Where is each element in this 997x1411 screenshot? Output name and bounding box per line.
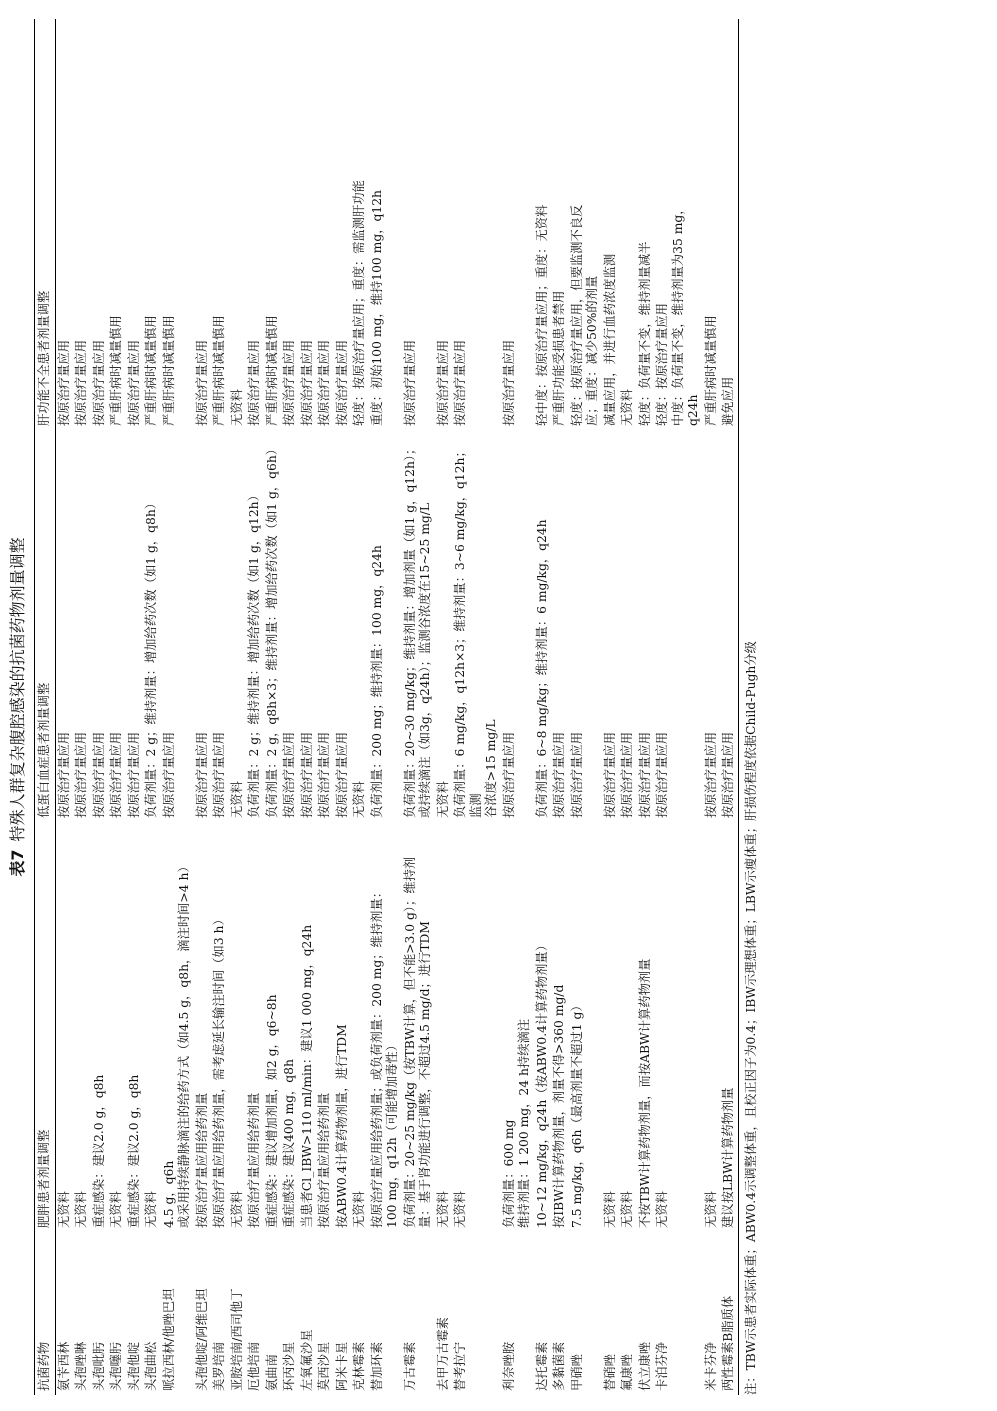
hepatic-dose-cell: 严重肝病时减量慎用	[109, 315, 123, 426]
hypoalbuminemia-dose-cell: 无资料	[435, 781, 450, 818]
hypoalbuminemia-dose-cell: 按原治疗量应用	[56, 731, 71, 818]
table-row	[602, 19, 620, 1395]
drug-cell: 头孢他啶/阿维巴坦	[194, 1288, 209, 1391]
hypoalbuminemia-dose-cell: 按原治疗量应用	[299, 731, 314, 818]
drug-cell: 美罗培南	[212, 1341, 226, 1391]
obese-dose-cell: 按原治疗量应用给药剂量，需考虑延长输注时间（如3 h）	[212, 913, 226, 1228]
table-row	[143, 19, 161, 1395]
table-row	[211, 19, 229, 1395]
hypoalbuminemia-dose-cell: 负荷剂量：6 mg/kg，q12h×3；维持剂量：3~6 mg/kg，q12h；监测 谷浓度>15 mg/L	[453, 445, 498, 818]
hypoalbuminemia-dose-cell: 负荷剂量：6~8 mg/kg；维持剂量：6 mg/kg，q24h	[534, 519, 549, 818]
drug-cell: 亚胺培南/西司他丁	[229, 1288, 244, 1391]
hepatic-dose-cell: 按原治疗量应用	[126, 339, 141, 426]
hypoalbuminemia-dose-cell: 按原治疗量应用	[161, 731, 176, 818]
obese-dose-cell: 重症感染：建议增加剂量，如2 g，q6~8h	[264, 994, 279, 1228]
hypoalbuminemia-dose-cell: 无资料	[352, 781, 366, 818]
hepatic-dose-cell: 轻度：负荷量不变，维持剂量减半	[637, 241, 652, 426]
hypoalbuminemia-dose-cell: 按原治疗量应用	[282, 731, 296, 818]
table-note: 注：TBW示患者实际体重；ABW0.4示调整体重，且校正因子为0.4；IBW示理想体重；LBW示瘦体重；肝损伤程度依据Child-Pugh分级	[743, 641, 758, 1395]
hepatic-dose-cell: 轻中度：按原治疗量应用；重度：无资料	[534, 204, 549, 426]
table-row	[316, 19, 334, 1395]
obese-dose-cell: 10~12 mg/kg，q24h（按ABW0.4计算药物剂量）	[534, 938, 549, 1228]
table-row	[435, 19, 453, 1395]
table-row	[229, 19, 247, 1395]
drug-cell: 多黏菌素	[552, 1341, 566, 1391]
hypoalbuminemia-dose-cell: 按原治疗量应用	[126, 731, 141, 818]
hypoalbuminemia-dose-cell: 按原治疗量应用	[637, 731, 652, 818]
hepatic-dose-cell: 避免应用	[720, 19, 738, 430]
drug-cell: 甲硝唑	[569, 1354, 584, 1391]
table-row	[264, 19, 282, 1395]
table-row	[703, 19, 721, 1395]
header-obese: 肥胖患者剂量调整	[35, 822, 56, 1232]
hypoalbuminemia-dose-cell: 按原治疗量应用	[720, 430, 738, 822]
table-row	[534, 19, 552, 1395]
drug-cell: 米卡芬净	[703, 1341, 718, 1391]
obese-dose-cell: 重症感染：建议2.0 g，q8h	[91, 1074, 106, 1228]
table-title	[6, 19, 30, 1395]
table-row	[402, 19, 435, 1395]
drug-cell: 阿米卡星	[334, 1341, 349, 1391]
hypoalbuminemia-dose-cell: 按原治疗量应用	[194, 731, 209, 818]
hypoalbuminemia-dose-cell: 按原治疗量应用	[620, 731, 634, 818]
hepatic-dose-cell: 严重肝病时减量慎用	[144, 315, 158, 426]
obese-dose-cell: 建议按LBW计算药物剂量	[720, 822, 738, 1232]
table-row	[299, 19, 317, 1395]
table-row	[91, 19, 109, 1395]
table-body	[55, 19, 738, 1395]
hypoalbuminemia-dose-cell: 按原治疗量应用	[109, 731, 123, 818]
hepatic-dose-cell: 严重肝病时减量慎用	[161, 315, 176, 426]
table-row	[281, 19, 299, 1395]
obese-dose-cell: 重症感染：建议400 mg，q8h	[282, 1059, 296, 1228]
hypoalbuminemia-dose-cell: 按原治疗量应用	[317, 731, 331, 818]
table-row	[369, 19, 402, 1395]
obese-dose-cell: 无资料	[109, 1191, 123, 1228]
hepatic-dose-cell: 按原治疗量应用	[334, 339, 349, 426]
table-container	[6, 19, 759, 1395]
drug-cell: 克林霉素	[352, 1341, 366, 1391]
table-row	[619, 19, 637, 1395]
table-row	[654, 19, 703, 1395]
hypoalbuminemia-dose-cell: 负荷剂量：2 g；维持剂量：增加给药次数（如1 g，q8h）	[144, 496, 158, 818]
drug-cell: 卡泊芬净	[655, 1341, 669, 1391]
obese-dose-cell: 按原治疗量应用给药剂量	[194, 1092, 209, 1228]
table-row	[334, 19, 352, 1395]
hypoalbuminemia-dose-cell: 负荷剂量：20~30 mg/kg；维持剂量：增加剂量（如1 g，q12h）； 或持续滴注（如3g，q24h）；监测谷浓度在15~25 mg/L	[402, 442, 432, 818]
table-row	[637, 19, 655, 1395]
obese-dose-cell: 无资料	[229, 1191, 244, 1228]
table-header-row	[35, 19, 56, 1395]
hypoalbuminemia-dose-cell: 负荷剂量：2 g；维持剂量：增加给药次数（如1 g，q12h）	[247, 489, 261, 818]
hepatic-dose-cell: 严重肝病时减量慎用	[212, 315, 226, 426]
table-row	[161, 19, 194, 1395]
obese-dose-cell: 当患者Cl_IBW>110 ml/min：建议1 000 mg，q24h	[299, 924, 314, 1228]
drug-cell: 环丙沙星	[282, 1341, 296, 1391]
table-row	[452, 19, 501, 1395]
obese-dose-cell: 无资料	[453, 1191, 467, 1228]
header-hypoalbuminemia: 低蛋白血症患者剂量调整	[35, 430, 56, 822]
hypoalbuminemia-dose-cell: 按原治疗量应用	[569, 731, 584, 818]
obese-dose-cell: 7.5 mg/kg，q6h（最高剂量不超过1 g）	[569, 999, 584, 1228]
drug-cell: 万古霉素	[402, 1341, 417, 1391]
drug-cell: 头孢他啶	[126, 1341, 141, 1391]
hepatic-dose-cell: 减量应用，并进行血药浓度监测	[602, 253, 617, 426]
table-row	[246, 19, 264, 1395]
hypoalbuminemia-dose-cell: 按原治疗量应用	[703, 731, 718, 818]
table-row	[108, 19, 126, 1395]
hypoalbuminemia-dose-cell: 负荷剂量：200 mg；维持剂量：100 mg，q24h	[369, 545, 384, 818]
hepatic-dose-cell: 无资料	[620, 389, 634, 426]
hepatic-dose-cell: 按原治疗量应用	[501, 339, 516, 426]
drug-cell: 去甲万古霉素	[435, 1317, 450, 1391]
hepatic-dose-cell: 重度：初始100 mg，维持100 mg，q12h	[369, 190, 384, 426]
drug-cell: 莫西沙星	[317, 1341, 331, 1391]
hepatic-dose-cell: 严重肝病时减量慎用	[264, 315, 279, 426]
hepatic-dose-cell: 轻度：按原治疗量应用 中度：负荷量不变，维持剂量为35 mg， q24h	[655, 202, 700, 426]
hypoalbuminemia-dose-cell: 按原治疗量应用	[74, 731, 88, 818]
drug-cell: 氟康唑	[620, 1354, 634, 1391]
drug-cell: 替考拉宁	[453, 1341, 467, 1391]
drug-cell: 氨苄西林	[56, 1341, 71, 1391]
drug-cell: 两性霉素B脂质体	[720, 1232, 738, 1395]
table-row	[351, 19, 369, 1395]
hepatic-dose-cell: 严重肝功能受损患者禁用	[552, 290, 566, 426]
drug-cell: 伏立康唑	[637, 1341, 652, 1391]
drug-cell: 利奈唑胺	[501, 1341, 516, 1391]
obese-dose-cell: 无资料	[620, 1191, 634, 1228]
hypoalbuminemia-dose-cell: 按原治疗量应用	[602, 731, 617, 818]
obese-dose-cell: 无资料	[602, 1191, 617, 1228]
obese-dose-cell: 负荷剂量：20~25 mg/kg（按TBW计算，但不能>3.0 g）；维持剂 量：基于肾功能进行调整，不超过4.5 mg/d；进行TDM	[402, 856, 432, 1228]
obese-dose-cell: 按ABW0.4计算药物剂量，进行TDM	[334, 1024, 349, 1228]
hepatic-dose-cell: 按原治疗量应用	[56, 339, 71, 426]
drug-cell: 替加环素	[369, 1341, 384, 1391]
table-row	[720, 19, 738, 1395]
drug-cell: 达托霉素	[534, 1341, 549, 1391]
obese-dose-cell: 按原治疗量应用给药剂量	[317, 1092, 331, 1228]
hepatic-dose-cell: 按原治疗量应用	[317, 339, 331, 426]
hepatic-dose-cell: 无资料	[229, 389, 244, 426]
obese-dose-cell: 按原治疗量应用给药剂量；或负荷剂量：200 mg；维持剂量： 100 mg，q12h（可能增加毒性）	[369, 885, 399, 1228]
drug-cell: 头孢曲松	[144, 1341, 158, 1391]
obese-dose-cell: 无资料	[352, 1191, 366, 1228]
header-hepatic: 肝功能不全患者剂量调整	[35, 19, 56, 430]
header-drug: 抗菌药物	[35, 1232, 56, 1395]
table-row	[194, 19, 212, 1395]
obese-dose-cell: 负荷剂量：600 mg 维持剂量：1 200 mg，24 h持续滴注	[501, 1018, 531, 1228]
drug-cell: 替硝唑	[602, 1354, 617, 1391]
hepatic-dose-cell: 按原治疗量应用	[74, 339, 88, 426]
hypoalbuminemia-dose-cell: 按原治疗量应用	[655, 731, 669, 818]
drug-cell: 氨曲南	[264, 1354, 279, 1391]
table-row	[551, 19, 569, 1395]
hepatic-dose-cell: 按原治疗量应用	[282, 339, 296, 426]
drug-cell: 头孢唑啉	[74, 1341, 88, 1391]
obese-dose-cell: 按原治疗量应用给药剂量	[247, 1092, 261, 1228]
table-title-text: 特殊人群复杂腹腔感染的抗菌药物剂量调整	[8, 537, 27, 842]
drug-cell: 头孢噻肟	[109, 1341, 123, 1391]
drug-cell: 头孢吡肟	[91, 1341, 106, 1391]
hepatic-dose-cell: 按原治疗量应用	[402, 339, 417, 426]
hepatic-dose-cell: 按原治疗量应用	[247, 339, 261, 426]
drug-cell: 厄他培南	[247, 1341, 261, 1391]
table-row	[126, 19, 144, 1395]
hypoalbuminemia-dose-cell: 按原治疗量应用	[334, 731, 349, 818]
obese-dose-cell: 无资料	[74, 1191, 88, 1228]
hepatic-dose-cell: 按原治疗量应用	[435, 339, 450, 426]
hypoalbuminemia-dose-cell: 负荷剂量：2 g，q8h×3；维持剂量：增加给药次数（如1 g，q6h）	[264, 442, 279, 818]
hepatic-dose-cell: 轻度：按原治疗量应用，但要监测不良反 应；重度：减少50%的剂量	[569, 204, 599, 426]
hypoalbuminemia-dose-cell: 按原治疗量应用	[212, 731, 226, 818]
table-title-label: 表7	[8, 849, 27, 877]
table-row	[73, 19, 91, 1395]
hepatic-dose-cell: 轻度：按原治疗量应用；重度：需监测肝功能	[352, 180, 366, 426]
obese-dose-cell: 无资料	[655, 1191, 669, 1228]
obese-dose-cell: 4.5 g，q6h 或采用持续静脉滴注的给药方式（如4.5 g，q8h，滴注时间>4 h）	[161, 860, 191, 1228]
drug-cell: 哌拉西林/他唑巴坦	[161, 1288, 176, 1391]
hypoalbuminemia-dose-cell: 按原治疗量应用	[501, 731, 516, 818]
hepatic-dose-cell: 严重肝病时减量慎用	[703, 315, 718, 426]
table-row	[55, 19, 73, 1395]
hepatic-dose-cell: 按原治疗量应用	[299, 339, 314, 426]
drug-cell: 左氧氟沙星	[299, 1329, 314, 1391]
hepatic-dose-cell: 按原治疗量应用	[194, 339, 209, 426]
dosage-table	[34, 19, 739, 1395]
hepatic-dose-cell: 按原治疗量应用	[453, 339, 467, 426]
hypoalbuminemia-dose-cell: 无资料	[229, 781, 244, 818]
obese-dose-cell: 重症感染：建议2.0 g，q8h	[126, 1074, 141, 1228]
hepatic-dose-cell: 按原治疗量应用	[91, 339, 106, 426]
table-row	[569, 19, 602, 1395]
obese-dose-cell: 无资料	[56, 1191, 71, 1228]
obese-dose-cell: 无资料	[435, 1191, 450, 1228]
table-row	[501, 19, 534, 1395]
obese-dose-cell: 无资料	[703, 1191, 718, 1228]
hypoalbuminemia-dose-cell: 按原治疗量应用	[91, 731, 106, 818]
hypoalbuminemia-dose-cell: 按原治疗量应用	[552, 731, 566, 818]
obese-dose-cell: 无资料	[144, 1191, 158, 1228]
obese-dose-cell: 不按TBW计算药物剂量，而按ABW计算药物剂量	[637, 958, 652, 1228]
obese-dose-cell: 按IBW计算药物剂量，剂量不得>360 mg/d	[552, 984, 566, 1228]
